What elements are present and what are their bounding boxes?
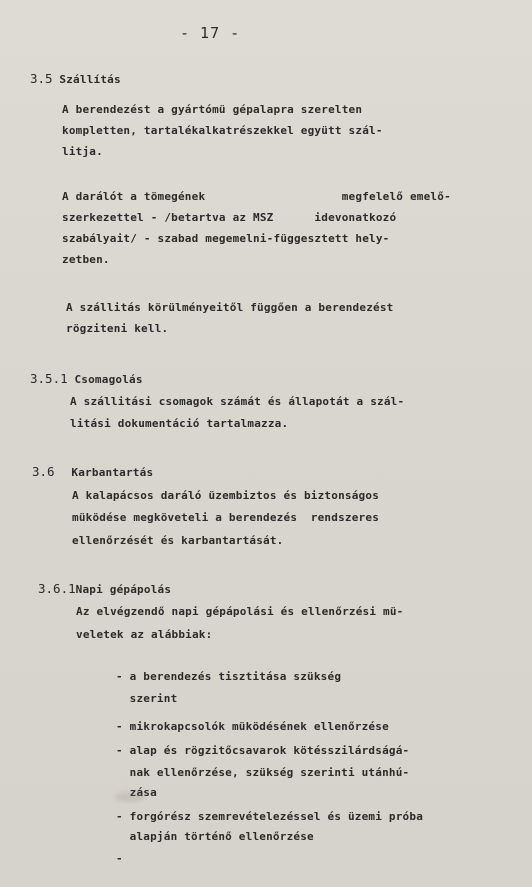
paragraph-line: zetben. [62, 253, 110, 266]
paper-smudge [115, 792, 145, 802]
list-item-line: nak ellenőrzése, szükség szerinti utánhú- [116, 766, 410, 779]
paragraph-line: veletek az alábbiak: [76, 628, 213, 641]
section-number: 3.6.1 [38, 581, 76, 596]
section-title: Napi gépápolás [75, 583, 172, 596]
section-title: Karbantartás [71, 466, 154, 479]
paragraph-line: A kalapácsos daráló üzembiztos és biztonságos [72, 489, 380, 502]
paragraph-line: rögziteni kell. [66, 322, 169, 335]
paragraph-line: szerkezettel - /betartva az MSZ idevonatkozó [62, 211, 397, 224]
paragraph-line: A berendezést a gyártómü gépalapra szerelten [62, 103, 363, 116]
paragraph-line: ellenőrzését és karbantartását. [72, 534, 284, 547]
paragraph-line: A darálót a tömegének megfelelő emelő- [62, 190, 451, 203]
section-heading [30, 68, 121, 91]
paragraph-line: litja. [62, 145, 103, 158]
list-item-line: - alap és rögzitőcsavarok kötésszilárdságá- [116, 744, 410, 757]
section-heading [32, 461, 153, 484]
section-number: 3.6 [32, 464, 55, 479]
paragraph-line: A szállitási csomagok számát és állapotát a szál- [70, 395, 405, 408]
section-number: 3.5.1 [30, 371, 68, 386]
list-item-line: szerint [116, 692, 178, 705]
paragraph-line: müködése megköveteli a berendezés rendszeres [72, 511, 380, 524]
paragraph-line: litási dokumentáció tartalmazza. [70, 417, 289, 430]
section-number: 3.5 [30, 71, 53, 86]
list-item-line: zása [116, 786, 157, 799]
paragraph-line: szabályait/ - szabad megemelni-függesztett hely- [62, 232, 390, 245]
list-item-line: - forgórész szemrevételezéssel és üzemi próba [116, 810, 424, 823]
paragraph-line: A szállitás körülményeitől függően a berendezést [66, 301, 394, 314]
list-item-line: - mikrokapcsolók müködésének ellenőrzése [116, 720, 389, 733]
list-item-line: - a berendezés tisztitása szükség [116, 670, 342, 683]
section-title: Csomagolás [74, 373, 143, 386]
paragraph-line: kompletten, tartalékalkatrészekkel együtt szál- [62, 124, 383, 137]
page-number: - 17 - [180, 24, 241, 42]
trailing-dash: - [116, 852, 123, 865]
paragraph-line: Az elvégzendő napi gépápolási és ellenőrzési mü- [76, 605, 404, 618]
section-heading [38, 578, 171, 601]
section-heading [30, 368, 143, 391]
list-item-line: alapján történő ellenőrzése [116, 830, 314, 843]
section-title: Szállítás [59, 73, 121, 86]
